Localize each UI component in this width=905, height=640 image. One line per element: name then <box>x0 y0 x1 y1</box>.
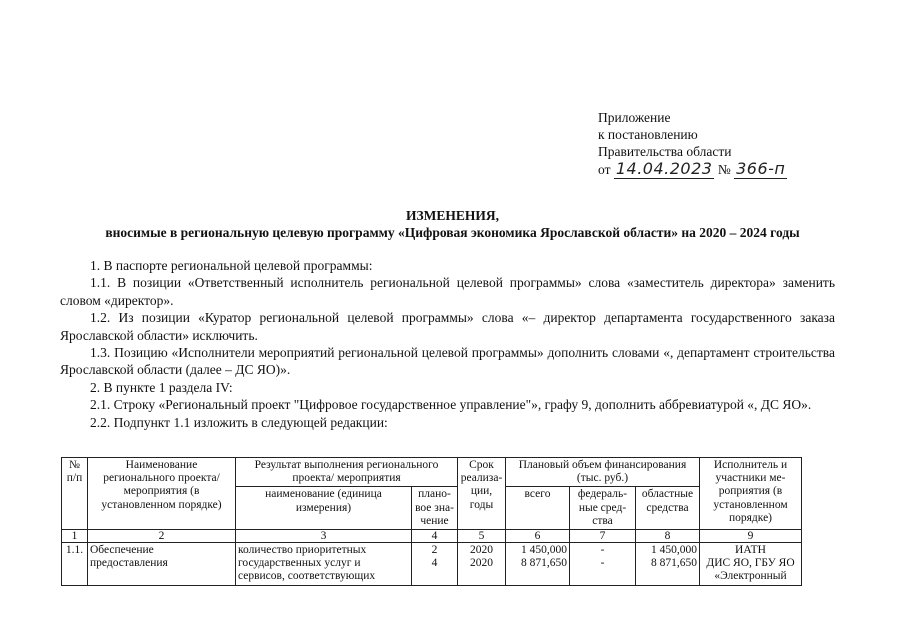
regional-amount: 1 450,000 <box>651 544 697 557</box>
header-result: Результат выполнения регионального проекта/ мероприятия <box>236 458 458 487</box>
column-number: 5 <box>458 530 506 543</box>
header-result-name: наименование (единица измерения) <box>236 487 412 530</box>
column-number: 3 <box>236 530 412 543</box>
paragraph-2-2: 2.2. Подпункт 1.1 изложить в следующей редакции: <box>90 414 388 430</box>
federal-amount: - <box>600 544 605 557</box>
column-number: 2 <box>88 530 236 543</box>
program-table <box>61 457 802 586</box>
regional-amount: 8 871,650 <box>651 557 697 570</box>
row-totals <box>506 543 570 586</box>
appendix-block <box>598 109 787 178</box>
paragraph-2: 2. В пункте 1 раздела IV: <box>90 379 233 395</box>
row-regional <box>636 543 700 586</box>
column-number-row <box>62 530 802 543</box>
total-amount: 8 871,650 <box>521 557 567 570</box>
executor: ИАТН <box>735 544 766 557</box>
column-number: 1 <box>62 530 88 543</box>
column-number: 6 <box>506 530 570 543</box>
planned-value: 2 <box>431 544 438 557</box>
title-line-1: ИЗМЕНЕНИЯ, <box>405 208 499 223</box>
header-finance: Плановый объем финансирования (тыс. руб.) <box>506 458 700 487</box>
header-num: № п/п <box>62 458 88 530</box>
term-year: 2020 <box>470 557 493 570</box>
appendix-line-1: Приложение <box>598 110 671 125</box>
date-prefix: от <box>598 162 611 177</box>
handwritten-number: 366-п <box>736 159 786 178</box>
number-prefix: № <box>717 162 731 177</box>
federal-amount: - <box>600 557 605 570</box>
table-header-row <box>62 458 802 487</box>
appendix-date-line <box>598 160 787 178</box>
paragraph-1: 1. В паспорте региональной целевой программы: <box>90 258 373 273</box>
paragraph-1-1: 1.1. В позиции «Ответственный исполнитель региональной целевой программы» слова «заместитель директора» заменить словом «директор». <box>60 275 835 308</box>
header-name: Наименование регионального проекта/ мероприятия (в установленном порядке) <box>88 458 236 530</box>
row-federal <box>570 543 636 586</box>
title-line-2: вносимые в региональную целевую программу «Цифровая экономика Ярославской области» на 2020 – 2024 годы <box>105 225 800 240</box>
planned-value: 4 <box>431 557 438 570</box>
header-regional: областные средства <box>636 487 700 530</box>
row-values <box>412 543 458 586</box>
column-number: 9 <box>700 530 802 543</box>
total-amount: 1 450,000 <box>521 544 567 557</box>
column-number: 8 <box>636 530 700 543</box>
row-years <box>458 543 506 586</box>
appendix-line-3: Правительства области <box>598 144 732 159</box>
table-row <box>62 543 802 586</box>
header-result-value: плано-вое зна-чение <box>412 487 458 530</box>
row-result-name: количество приоритетных государственных услуг и сервисов, соответствующих <box>236 543 412 586</box>
paragraph-2-1: 2.1. Строку «Региональный проект "Цифровое государственное управление"», графу 9, дополнить аббревиатурой «, ДС ЯО». <box>90 397 812 413</box>
appendix-line-2: к постановлению <box>598 127 698 142</box>
executor: ДИС ЯО, ГБУ ЯО «Электронный <box>706 557 795 583</box>
header-total: всего <box>506 487 570 530</box>
paragraph-1-2: 1.2. Из позиции «Куратор региональной целевой программы» слова «– директор департамента государственного заказа Ярославской области» исключить. <box>60 310 835 343</box>
row-num: 1.1. <box>62 543 88 586</box>
handwritten-date: 14.04.2023 <box>615 159 713 178</box>
header-executor: Исполнитель и участники ме-роприятия (в установленном порядке) <box>700 458 802 530</box>
header-term: Срок реализа-ции, годы <box>458 458 506 530</box>
column-number: 7 <box>570 530 636 543</box>
row-executors <box>700 543 802 586</box>
column-number: 4 <box>412 530 458 543</box>
document-body <box>60 257 835 431</box>
term-year: 2020 <box>470 544 493 557</box>
row-name: Обеспечение предоставления <box>88 543 236 586</box>
header-federal: федераль-ные сред-ства <box>570 487 636 530</box>
paragraph-1-3: 1.3. Позицию «Исполнители мероприятий региональной целевой программы» дополнить словами «, департамент строительства Ярославской области (далее – ДС ЯО)». <box>60 345 835 378</box>
document-title <box>0 207 905 241</box>
